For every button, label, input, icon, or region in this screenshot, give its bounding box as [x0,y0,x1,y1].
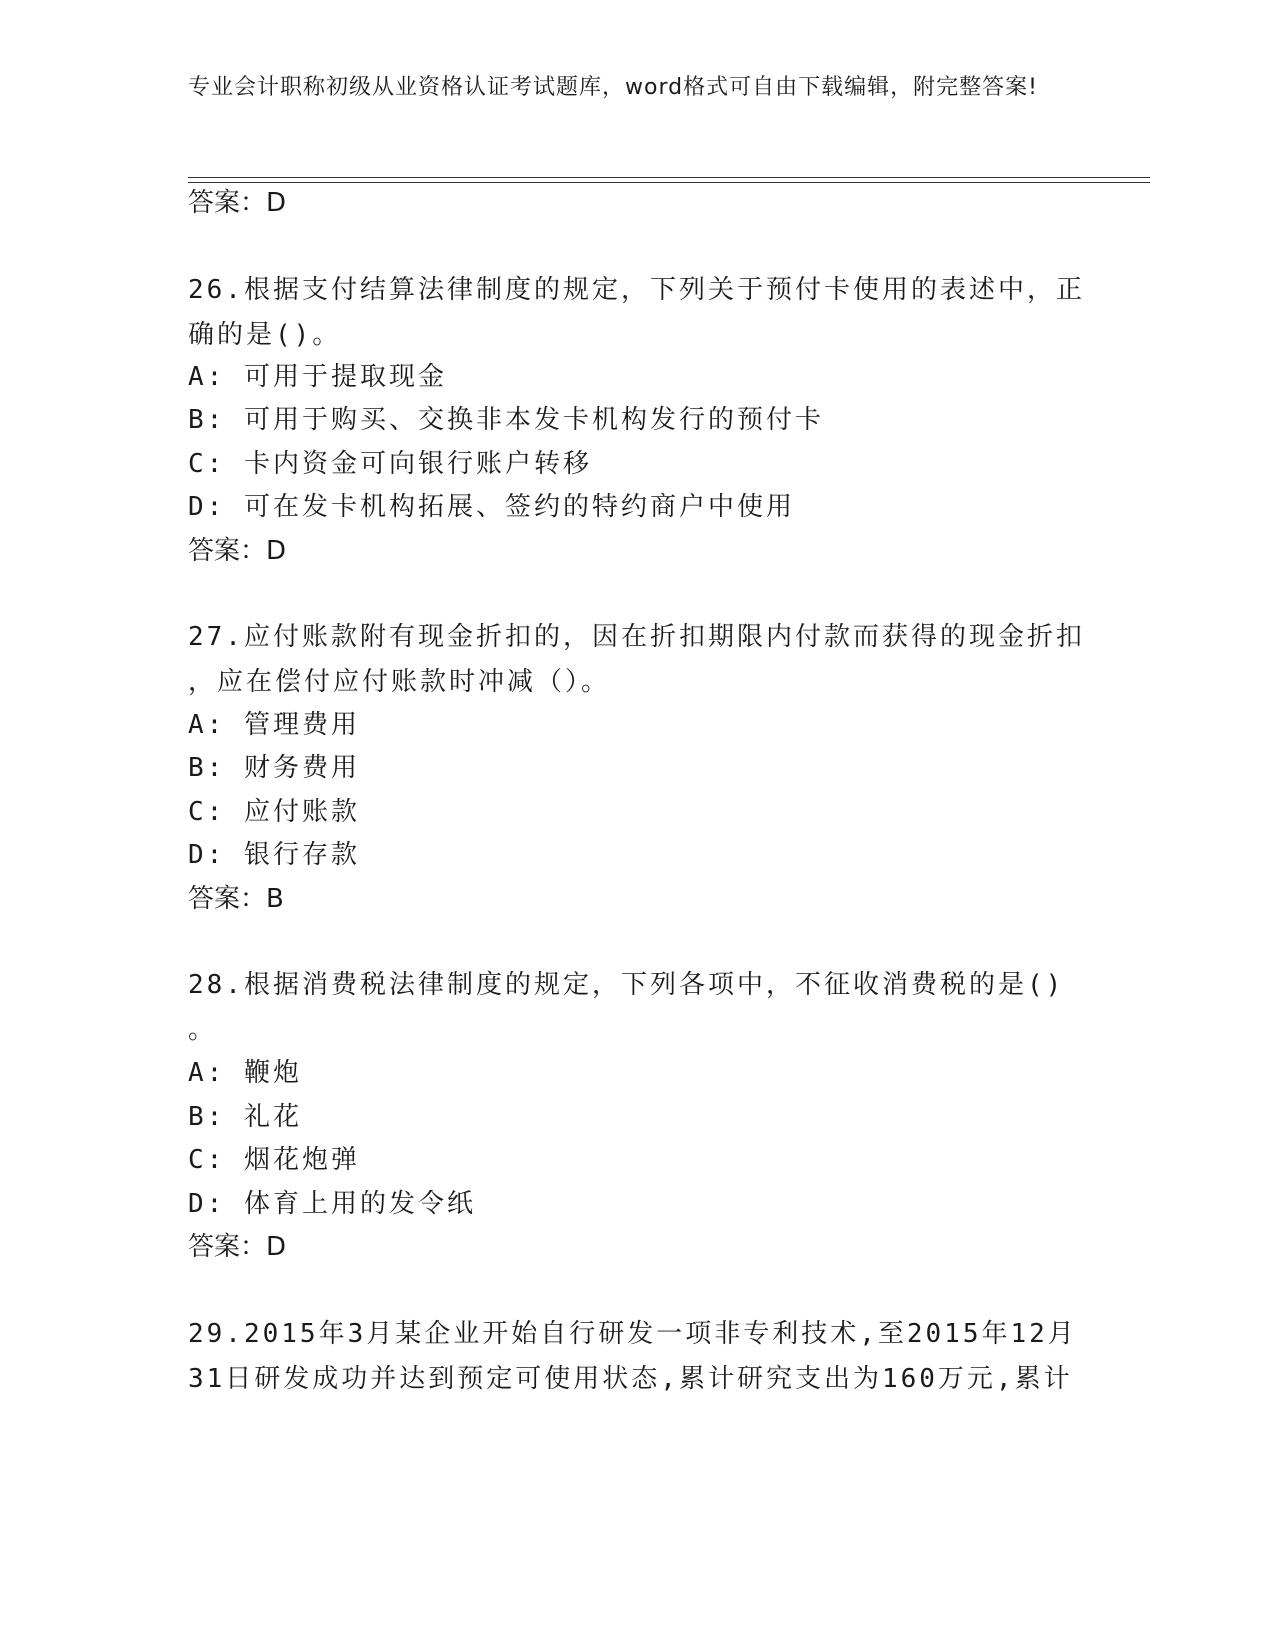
question-28-option-b: B: 礼花 [188,1102,302,1132]
question-27-option-c: C: 应付账款 [188,797,360,827]
question-28-option-d: D: 体育上用的发令纸 [188,1189,476,1219]
question-27-answer: 答案：B [188,884,284,914]
question-27-stem [188,615,1088,705]
question-28-answer: 答案：D [188,1232,287,1262]
question-stem-line: 确的是()。 [188,320,342,350]
question-29-stem [188,1312,1088,1402]
question-26-stem [188,268,1088,358]
question-26-option-c: C: 卡内资金可向银行账户转移 [188,449,592,479]
question-28-stem [188,963,1088,1053]
question-27-option-d: D: 银行存款 [188,840,360,870]
question-stem-line: 28.根据消费税法律制度的规定，下列各项中，不征收消费税的是() [188,970,1065,1000]
question-stem-line: 26.根据支付结算法律制度的规定，下列关于预付卡使用的表述中，正 [188,275,1085,305]
question-26-option-b: B: 可用于购买、交换非本发卡机构发行的预付卡 [188,405,824,435]
question-27-option-b: B: 财务费用 [188,753,360,783]
question-stem-line: 27.应付账款附有现金折扣的，因在折扣期限内付款而获得的现金折扣 [188,622,1085,652]
question-26-option-a: A: 可用于提取现金 [188,362,447,392]
question-stem-line: ，应在偿付应付账款时冲减（）。 [188,667,611,697]
answer-prev: 答案：D [188,188,287,218]
question-28-option-c: C: 烟花炮弹 [188,1145,360,1175]
question-stem-line: 29.2015年3月某企业开始自行研发一项非专利技术,至2015年12月 [188,1319,1077,1349]
question-28-option-a: A: 鞭炮 [188,1058,302,1088]
page-header: 专业会计职称初级从业资格认证考试题库，word格式可自由下载编辑，附完整答案! [188,75,1038,100]
question-stem-line: 31日研发成功并达到预定可使用状态,累计研究支出为160万元,累计 [188,1364,1073,1394]
question-26-answer: 答案：D [188,536,287,566]
question-stem-line: 。 [188,1015,218,1045]
header-divider-top [188,177,1150,178]
question-27-option-a: A: 管理费用 [188,710,360,740]
question-26-option-d: D: 可在发卡机构拓展、签约的特约商户中使用 [188,492,795,522]
header-divider-bottom [188,182,1150,183]
